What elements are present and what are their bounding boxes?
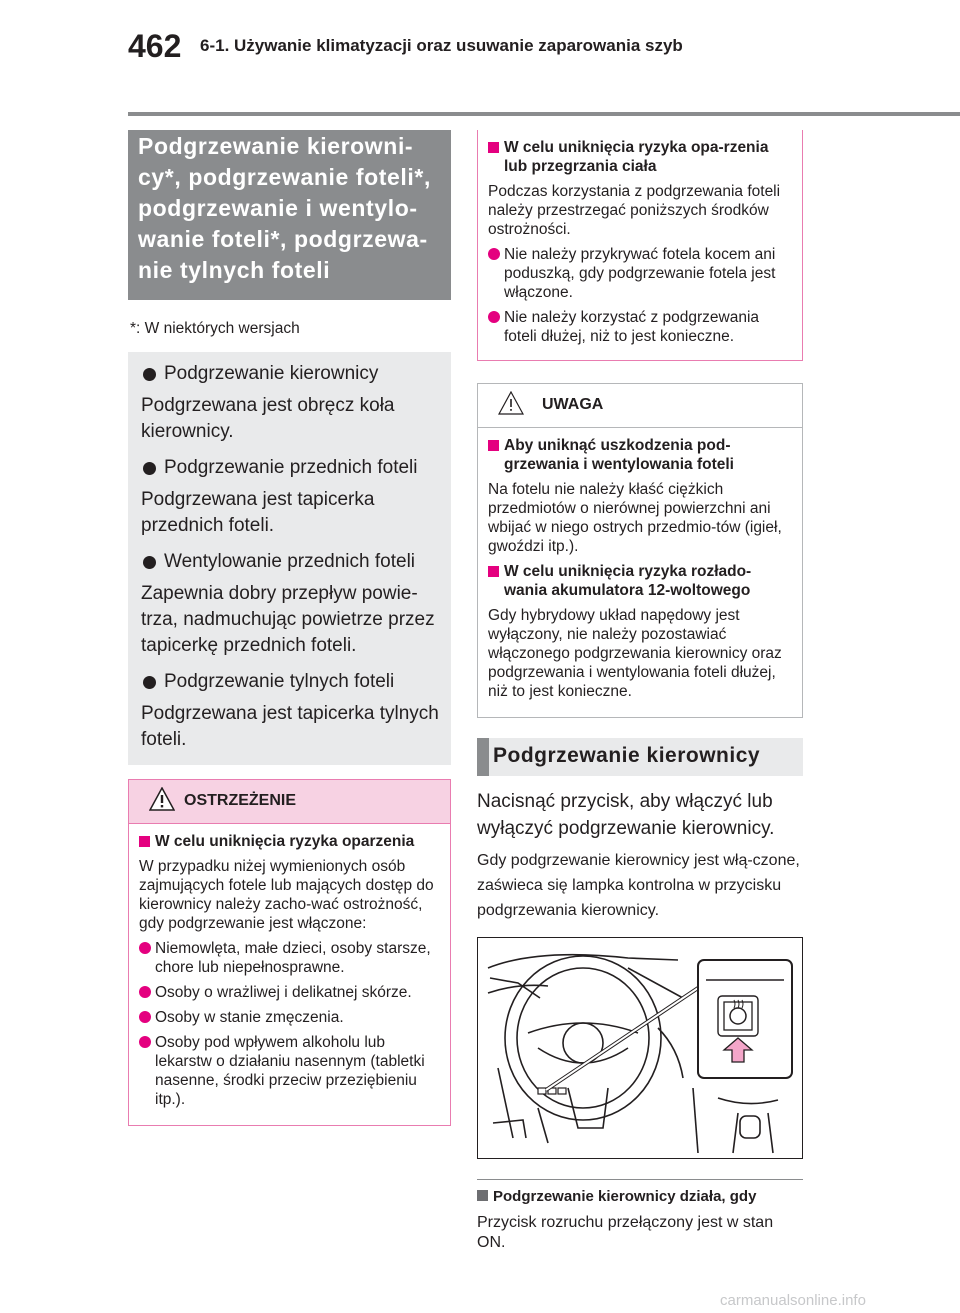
notice-text: Na fotelu nie należy kłaść ciężkich przedmiotów o nierównej powierzchni ani wbijać w niego ostrych przedmio-tów (igieł, gwoździ itp.). — [488, 481, 782, 555]
warning-subheading-text: W celu uniknięcia ryzyka opa-rzenia lub przegrzania ciała — [504, 139, 769, 175]
lead-paragraph: Nacisnąć przycisk, aby włączyć lub wyłączyć podgrzewanie kierownicy. — [477, 791, 775, 839]
notice-header — [478, 384, 802, 428]
main-heading — [128, 130, 451, 300]
warning-bullet-text: Osoby pod wpływem alkoholu lub lekarstw o działaniu nasennym (tabletki nasenne, środki przeciw przeziębieniu itp.). — [155, 1034, 425, 1108]
warning-subheading — [139, 832, 442, 851]
warning-header — [129, 780, 450, 824]
heading-line: cy*, podgrzewanie foteli*, — [138, 164, 431, 190]
right-column — [477, 130, 803, 1253]
bullet-icon — [143, 556, 156, 569]
pink-bullet-icon — [139, 1036, 151, 1048]
square-bullet-icon — [488, 142, 499, 153]
feature-title — [141, 362, 441, 386]
warning-bullet — [488, 308, 794, 346]
feature-description: Podgrzewana jest obręcz koła kierownicy. — [141, 395, 395, 442]
section-heading: Podgrzewanie kierownicy — [477, 738, 803, 776]
dashboard-drawing — [478, 938, 803, 1159]
feature-description: Zapewnia dobry przepływ powie-trza, nadmuchując powietrze przez tapicerkę przednich foteli. — [141, 583, 435, 656]
square-bullet-icon — [477, 1190, 488, 1201]
warning-box — [128, 779, 451, 1126]
bullet-icon — [143, 368, 156, 381]
warning-subheading — [488, 138, 794, 176]
warning-title: OSTRZEŻENIE — [184, 792, 297, 809]
warning-bullet — [488, 245, 794, 302]
warning-bullet — [139, 1033, 442, 1109]
warning-triangle-icon — [149, 787, 175, 811]
notice-text: Gdy hybrydowy układ napędowy jest wyłączony, nie należy pozostawiać włączonego podgrzewania kierownicy oraz podgrzewania i wentylowania foteli dłużej, niż to jest konieczne. — [488, 607, 782, 700]
bullet-icon — [143, 462, 156, 475]
feature-description: Podgrzewana jest tapicerka tylnych foteli. — [141, 703, 439, 750]
pink-bullet-icon — [488, 248, 500, 260]
warning-bullet-text: Nie należy przykrywać fotela kocem ani poduszką, gdy podgrzewanie fotela jest włączone. — [504, 246, 776, 301]
warning-continuation-body — [478, 130, 802, 360]
notice-box — [477, 383, 803, 718]
warning-continuation-box — [477, 130, 803, 361]
bullet-icon — [143, 676, 156, 689]
pink-bullet-icon — [139, 1011, 151, 1023]
warning-bullet-text: Osoby o wrażliwej i delikatnej skórze. — [155, 984, 412, 1001]
warning-bullet-text: Nie należy korzystać z podgrzewania foteli dłużej, niż to jest konieczne. — [504, 309, 760, 345]
chapter-title: 6-1. Używanie klimatyzacji oraz usuwanie zaparowania szyb — [200, 36, 683, 55]
pink-bullet-icon — [139, 986, 151, 998]
square-bullet-icon — [488, 566, 499, 577]
operating-condition-text: Przycisk rozruchu przełączony jest w stan ON. — [477, 1214, 774, 1251]
feature-list-box — [128, 352, 451, 765]
notice-subheading-text: Aby uniknąć uszkodzenia pod-grzewania i wentylowania foteli — [504, 437, 734, 473]
page-header — [128, 26, 960, 126]
feature-title — [141, 456, 441, 480]
header-divider — [128, 112, 960, 116]
heading-line: nie tylnych foteli — [138, 257, 331, 283]
pink-bullet-icon — [488, 311, 500, 323]
pink-bullet-icon — [139, 942, 151, 954]
feature-title-text: Podgrzewanie tylnych foteli — [164, 671, 395, 692]
notice-subheading-text: W celu uniknięcia ryzyka rozłado-wania akumulatora 12-woltowego — [504, 563, 752, 599]
notice-subheading — [488, 562, 794, 600]
heading-line: wanie foteli*, podgrzewa- — [138, 226, 428, 252]
footnote: *: W niektórych wersjach — [130, 320, 300, 337]
steering-heater-illustration — [477, 937, 803, 1159]
feature-title-text: Podgrzewanie kierownicy — [164, 363, 379, 384]
page-number: 462 — [128, 28, 182, 64]
heading-line: podgrzewanie i wentylo- — [138, 195, 418, 221]
warning-intro: Podczas korzystania z podgrzewania foteli należy przestrzegać poniższych środków ostrożności. — [488, 183, 781, 238]
watermark: carmanualsonline.info — [720, 1292, 866, 1309]
feature-title-text: Podgrzewanie przednich foteli — [164, 457, 418, 478]
section-divider — [477, 1179, 803, 1180]
warning-subheading-text: W celu uniknięcia ryzyka oparzenia — [155, 833, 415, 850]
feature-title-text: Wentylowanie przednich foteli — [164, 551, 416, 572]
steering-heater-button — [724, 1002, 752, 1030]
warning-bullet-text: Osoby w stanie zmęczenia. — [155, 1009, 344, 1026]
notice-subheading — [488, 436, 794, 474]
feature-title — [141, 670, 441, 694]
warning-bullet — [139, 939, 442, 977]
warning-intro: W przypadku niżej wymienionych osób zajmujących fotele lub mających dostęp do kierownicy należy zacho-wać ostrożność, gdy podgrzewanie jest włączone: — [139, 858, 434, 932]
feature-title — [141, 550, 441, 574]
caution-triangle-icon — [498, 391, 524, 415]
warning-bullet — [139, 983, 442, 1002]
square-bullet-icon — [488, 440, 499, 451]
square-bullet-icon — [139, 836, 150, 847]
operating-condition-heading — [477, 1188, 803, 1205]
warning-bullet — [139, 1008, 442, 1027]
indicator-paragraph: Gdy podgrzewanie kierownicy jest włą-czone, zaświeca się lampka kontrolna w przycisku podgrzewania kierownicy. — [477, 852, 800, 919]
notice-body — [478, 428, 802, 717]
warning-bullet-text: Niemowlęta, małe dzieci, osoby starsze, chore lub niepełnosprawne. — [155, 940, 431, 976]
notice-title: UWAGA — [542, 396, 604, 413]
operating-condition-title: Podgrzewanie kierownicy działa, gdy — [493, 1188, 757, 1205]
heading-line: Podgrzewanie kierowni- — [138, 133, 414, 159]
left-column — [128, 130, 451, 1126]
feature-description: Podgrzewana jest tapicerka przednich foteli. — [141, 489, 375, 536]
warning-body — [129, 824, 450, 1125]
